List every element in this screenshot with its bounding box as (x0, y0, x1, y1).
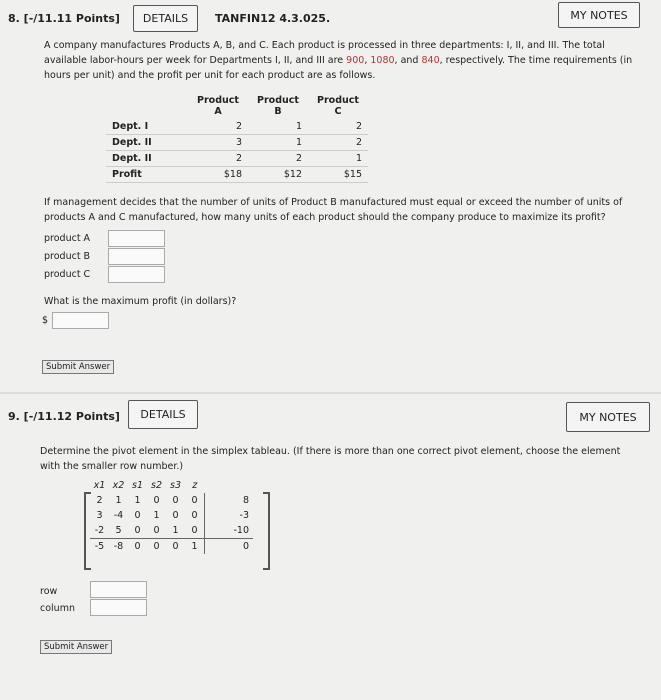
tableau-row: 2 1 1 0 0 0 8 (90, 493, 253, 508)
q9-number-points: 9. [-/11.12 Points] (8, 410, 120, 423)
profit-question: What is the maximum profit (in dollars)? (44, 296, 237, 307)
column-input[interactable] (90, 599, 147, 616)
q8-my-notes-button[interactable]: MY NOTES (558, 2, 640, 28)
label-product-b: product B (44, 251, 91, 262)
q8-question: If management decides that the number of units of Product B manufactured must equal or exceed the number of units of products A and C manufactured, how many units of each product should the company produce to maximize its profit? (44, 197, 623, 223)
tableau-row: 3 -4 0 1 0 0 -3 (90, 508, 253, 523)
simplex-tableau: x1 x2 s1 s2 s3 z 2 1 1 0 0 0 8 3 -4 0 1 0 0 -3 -2 5 0 0 1 0 -10 -5 -8 0 0 0 1 0 (84, 478, 270, 566)
dollar-sign: $ (42, 315, 49, 326)
tableau-row: -5 -8 0 0 0 1 0 (90, 539, 253, 555)
q8-intro: A company manufactures Products A, B, and C. Each product is processed in three departments: I, II, and III. The total available labor-hours per week for Departments I, II, and III are 900, 1080, and 840, respectively. The time requirements (in hours per unit) and the profit per unit for each product are as follows. (44, 40, 633, 81)
q9-my-notes-button[interactable]: MY NOTES (566, 402, 650, 432)
row-input[interactable] (90, 581, 147, 598)
q9-submit-button[interactable]: Submit Answer (40, 640, 112, 654)
label-product-a: product A (44, 233, 91, 244)
max-profit-input[interactable] (52, 312, 109, 329)
q9-question: Determine the pivot element in the simplex tableau. (If there is more than one correct pivot element, choose the element with the smaller row number.) (40, 446, 621, 472)
tableau-row: -2 5 0 0 1 0 -10 (90, 523, 253, 539)
requirements-table: Product A Product B Product C Dept. I 2 1 2 Dept. II 3 1 2 Dept. II 2 2 1 Profit $18 $12 $15 (106, 93, 368, 183)
q8-number-points: 8. [-/11.11 Points] (8, 12, 120, 25)
label-column: column (40, 603, 75, 614)
q8-submit-button[interactable]: Submit Answer (42, 360, 114, 374)
product-a-input[interactable] (108, 230, 165, 247)
product-c-input[interactable] (108, 266, 165, 283)
table-row: Dept. I 2 1 2 (106, 119, 368, 135)
label-row: row (40, 586, 58, 597)
q8-code: TANFIN12 4.3.025. (215, 12, 331, 25)
label-product-c: product C (44, 269, 91, 280)
q8-details-button[interactable]: DETAILS (133, 5, 198, 32)
divider (0, 392, 661, 394)
product-b-input[interactable] (108, 248, 165, 265)
table-row: Dept. II 2 2 1 (106, 151, 368, 167)
table-row: Dept. II 3 1 2 (106, 135, 368, 151)
table-row: Profit $18 $12 $15 (106, 167, 368, 183)
q9-details-button[interactable]: DETAILS (128, 400, 198, 429)
